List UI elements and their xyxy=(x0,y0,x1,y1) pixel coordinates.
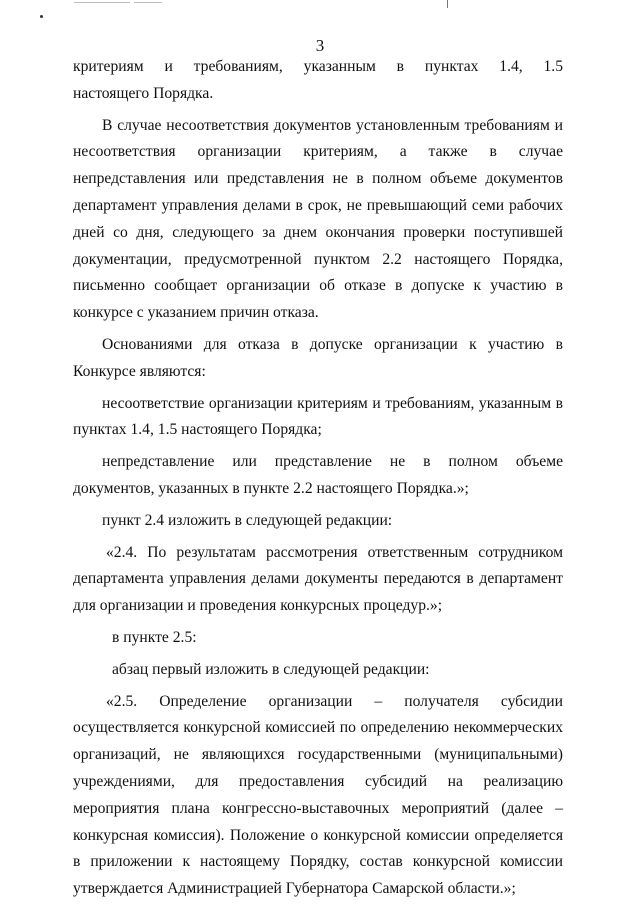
scan-edge-line-left xyxy=(74,2,130,3)
paragraph-clause-2-4-intro: пункт 2.4 изложить в следующей редакции: xyxy=(102,511,393,529)
paragraph-refusal-grounds: Основаниями для отказа в допуске организации к участию в Конкурсе являются: xyxy=(73,335,563,380)
paragraph-refusal-notice: В случае несоответствия документов установленным требованиям и несоответствия организации критериям, а также в случае непредставления или представления не в полном объеме документов департамент управления делами в срок, не превышающий семи рабочих дней со дня, следующего за днем окончания проверки поступившей документации, предусмотренной пунктом 2.2 настоящего Порядка, письменно сообщает организации об отказе в допуске к участию в конкурсе с указанием причин отказа. xyxy=(73,116,563,322)
paragraph-clause-2-5: «2.5. Определение организации – получателя субсидии осуществляется конкурсной комиссией по определению некоммерческих организаций, не являющихся государственными (муниципальными) учреждениями, для предоставления субсидий на реализацию мероприятия плана конгрессно-выставочных мероприятий (далее – конкурсная комиссия). Положение о конкурсной комиссии определяется в приложении к настоящему Порядку, состав конкурсной комиссии утверждается Администрацией Губернатора Самарской области.»; xyxy=(73,692,563,898)
page-number: 3 xyxy=(315,36,325,55)
scan-edge-line-right xyxy=(134,2,162,3)
paragraph-line: настоящего Порядка. xyxy=(73,84,214,102)
document-body xyxy=(73,54,563,903)
paragraph-line: критериям и требованиям, указанным в пунктах 1.4, 1.5 xyxy=(73,58,563,75)
paragraph-ground-criteria: несоответствие организации критериям и требованиям, указанным в пунктах 1.4, 1.5 настоящего Порядка; xyxy=(73,394,563,439)
paragraph-first-abzac: абзац первый изложить в следующей редакции: xyxy=(112,660,430,678)
scan-tick xyxy=(447,0,448,8)
scan-dot xyxy=(40,15,43,18)
paragraph-continuation xyxy=(73,54,563,108)
paragraph-clause-2-4: «2.4. По результатам рассмотрения ответственным сотрудником департамента управления делами документы передаются в департамент для организации и проведения конкурсных процедур.»; xyxy=(73,543,563,615)
paragraph-clause-2-5-intro: в пункте 2.5: xyxy=(112,628,197,646)
paragraph-ground-documents: непредставление или представление не в полном объеме документов, указанных в пункте 2.2 настоящего Порядка.»; xyxy=(73,453,563,497)
